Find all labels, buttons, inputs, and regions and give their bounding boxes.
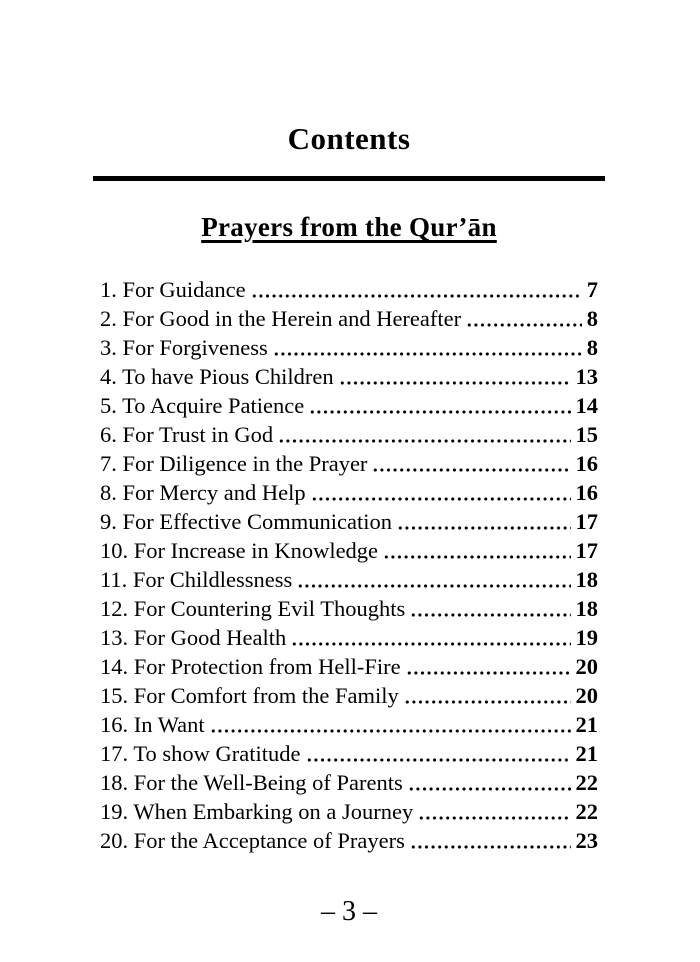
toc-entry [100,681,598,710]
toc-entry-page: 13 [575,364,598,389]
toc-entry [100,565,598,594]
toc-entry-page: 17 [575,538,598,563]
toc-entry-page: 16 [575,451,598,476]
toc-entry-label: 7. For Diligence in the Prayer [100,451,368,476]
toc-entry-page: 22 [575,799,598,824]
toc-dot-leader [291,642,570,646]
toc-entry [100,304,598,333]
toc-dot-leader [466,323,582,327]
toc-dot-leader [410,613,570,617]
toc-entry-label: 1. For Guidance [100,277,246,302]
toc-entry-page: 16 [575,480,598,505]
toc-entry-page: 8 [586,335,598,360]
toc-dot-leader [410,845,571,849]
toc-entry-label: 20. For the Acceptance of Prayers [100,828,405,853]
toc-entry [100,478,598,507]
toc-entry-label: 19. When Embarking on a Journey [100,799,414,824]
toc-dot-leader [311,497,571,501]
divider-rule [93,176,605,181]
toc-dot-leader [408,787,571,791]
toc-entry-page: 18 [575,596,598,621]
toc-entry-page: 18 [575,567,598,592]
toc-entry [100,768,598,797]
toc-dot-leader [406,671,571,675]
toc-entry [100,652,598,681]
toc-entry [100,362,598,391]
toc-entry-label: 18. For the Well-Being of Parents [100,770,403,795]
toc-entry-label: 3. For Forgiveness [100,335,268,360]
toc-entry-page: 7 [586,277,598,302]
toc-entry-page: 17 [575,509,598,534]
toc-entry-label: 9. For Effective Communication [100,509,393,534]
toc-entry [100,826,598,855]
toc-entry-label: 8. For Mercy and Help [100,480,306,505]
toc-entry-label: 2. For Good in the Herein and Hereafter [100,306,462,331]
toc-entry-page: 20 [575,683,598,708]
toc-dot-leader [309,410,570,414]
toc-dot-leader [251,294,582,298]
toc-list [93,275,605,855]
toc-dot-leader [418,816,570,820]
toc-entry [100,797,598,826]
toc-entry-label: 13. For Good Health [100,625,287,650]
toc-entry-page: 23 [575,828,598,853]
toc-dot-leader [383,555,570,559]
toc-dot-leader [297,584,570,588]
toc-dot-leader [278,439,570,443]
toc-entry-page: 21 [575,741,598,766]
toc-dot-leader [306,758,571,762]
toc-entry-page: 14 [575,393,598,418]
toc-dot-leader [397,526,570,530]
toc-entry-page: 22 [575,770,598,795]
toc-entry-page: 15 [575,422,598,447]
toc-entry-label: 14. For Protection from Hell-Fire [100,654,401,679]
toc-entry-label: 16. In Want [100,712,205,737]
toc-entry [100,507,598,536]
toc-entry [100,449,598,478]
toc-dot-leader [273,352,582,356]
toc-dot-leader [210,729,571,733]
toc-entry-page: 21 [575,712,598,737]
toc-dot-leader [404,700,571,704]
toc-entry-label: 17. To show Gratitude [100,741,301,766]
toc-entry [100,739,598,768]
toc-entry-label: 10. For Increase in Knowledge [100,538,379,563]
toc-entry [100,536,598,565]
toc-entry [100,333,598,362]
toc-entry-label: 15. For Comfort from the Family [100,683,399,708]
toc-entry-label: 12. For Countering Evil Thoughts [100,596,406,621]
toc-entry-page: 8 [586,306,598,331]
toc-entry-label: 5. To Acquire Patience [100,393,305,418]
toc-entry-label: 6. For Trust in God [100,422,274,447]
toc-entry [100,275,598,304]
toc-entry-page: 19 [575,625,598,650]
toc-entry [100,420,598,449]
toc-entry [100,594,598,623]
toc-entry [100,710,598,739]
toc-entry-label: 4. To have Pious Children [100,364,334,389]
page-number-footer: – 3 – [321,896,377,927]
toc-dot-leader [372,468,570,472]
section-heading: Prayers from the Qur’ān [201,212,497,242]
toc-entry [100,391,598,420]
page-title: Contents [287,121,411,156]
toc-entry [100,623,598,652]
toc-entry-page: 20 [575,654,598,679]
toc-dot-leader [339,381,571,385]
toc-entry-label: 11. For Childlessness [100,567,293,592]
